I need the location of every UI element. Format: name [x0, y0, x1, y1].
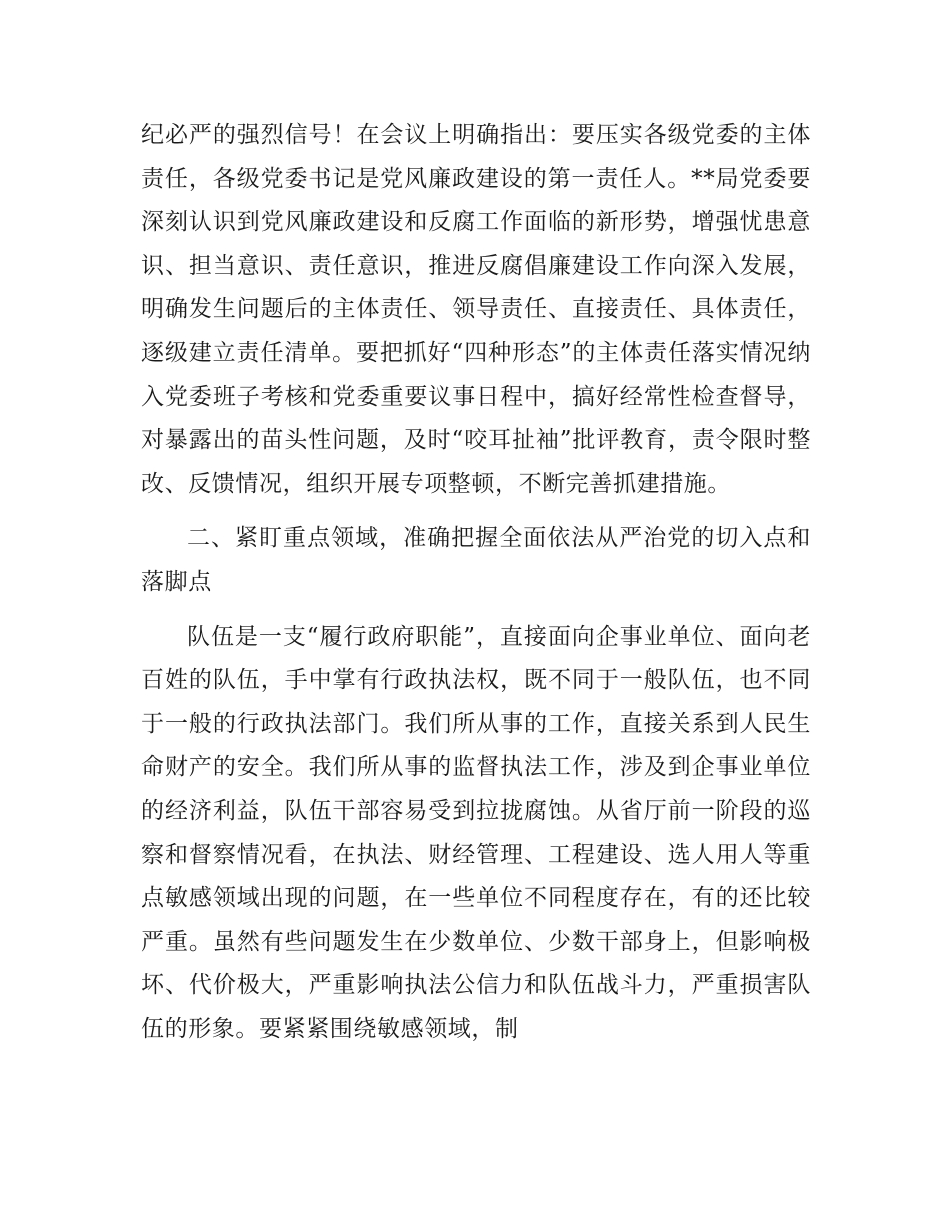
section-heading: 二、紧盯重点领域，准确把握全面依法从严治党的切入点和落脚点 [141, 525, 811, 595]
body-paragraph: 纪必严的强烈信号！在会议上明确指出：要压实各级党委的主体责任，各级党委书记是党风廉政建设的第一责任人。**局党委要深刻认识到党风廉政建设和反腐工作面临的新形势，增强忧患意识、担当意识、责任意识，推进反腐倡廉建设工作向深入发展，明确发生问题后的主体责任、领导责任、直接责任、具体责任，逐级建立责任清单。要把抓好“四种形态”的主体责任落实情况纳入党委班子考核和党委重要议事日程中，搞好经常性检查督导，对暴露出的苗头性问题，及时“咬耳扯袖”批评教育，责令限时整改、反馈情况，组织开展专项整顿，不断完善抓建措施。 [141, 122, 811, 497]
document-page [141, 114, 811, 1051]
body-paragraph: 队伍是一支“履行政府职能”，直接面向企事业单位、面向老百姓的队伍，手中掌有行政执法权，既不同于一般队伍，也不同于一般的行政执法部门。我们所从事的工作，直接关系到人民生命财产的安全。我们所从事的监督执法工作，涉及到企事业单位的经济利益，队伍干部容易受到拉拢腐蚀。从省厅前一阶段的巡察和督察情况看，在执法、财经管理、工程建设、选人用人等重点敏感领域出现的问题，在一些单位不同程度存在，有的还比较严重。虽然有些问题发生在少数单位、少数干部身上，但影响极坏、代价极大，严重影响执法公信力和队伍战斗力，严重损害队伍的形象。要紧紧围绕敏感领域，制 [141, 623, 811, 1042]
